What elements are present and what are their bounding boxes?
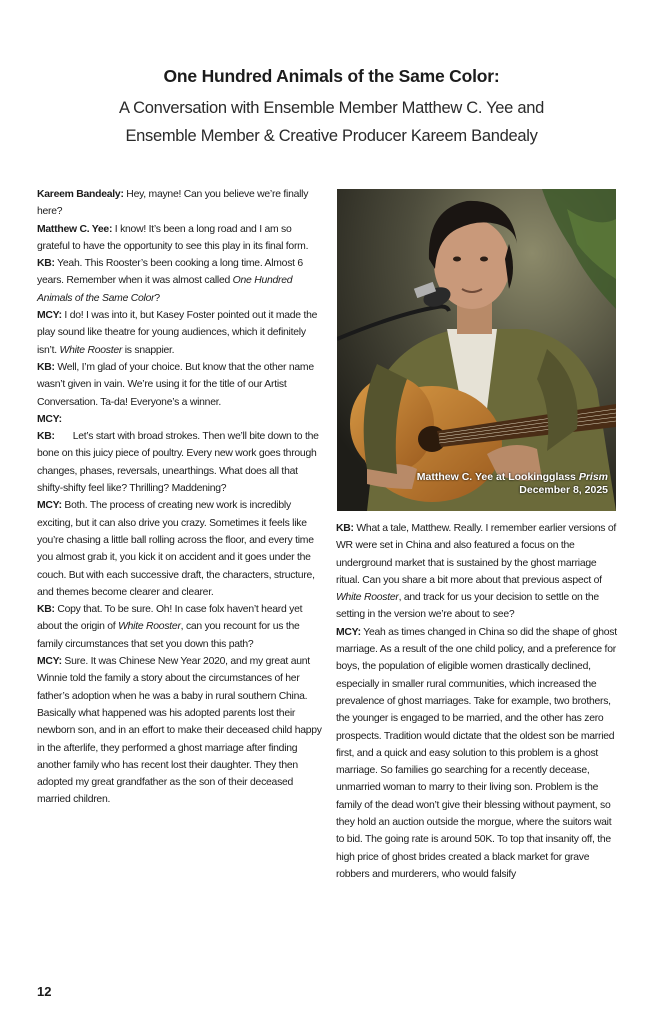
caption-line-1: Matthew C. Yee at Lookingglass Prism: [416, 471, 608, 483]
paragraph: [336, 520, 621, 624]
article-title: One Hundred Animals of the Same Color:: [163, 66, 500, 86]
speaker-label: MCY:: [336, 626, 361, 638]
speaker-label: MCY:: [37, 656, 62, 668]
dialogue-text: is snappier.: [122, 344, 175, 356]
speaker-label: KB:: [336, 523, 354, 534]
paragraph: [37, 653, 325, 809]
dialogue-text: I do! I was into it, but Kasey Foster pointed out it made the play sound like theatre for young audiences, which it definitely isn’t.: [37, 310, 318, 356]
paragraph: [37, 411, 325, 428]
dialogue-text: , and track for us your decision to settle on the setting in the version we’re about to see?: [336, 592, 599, 621]
speaker-label: MCY:: [37, 500, 62, 512]
italic-title-text: One Hundred Animals of the Same Color: [37, 275, 293, 304]
speaker-label: MCY:: [37, 310, 62, 322]
italic-title-text: White Rooster: [336, 592, 399, 604]
dialogue-text: Let’s start with broad strokes. Then we’ll bite down to the bone on this juicy piece of poultry. Every new work goes through changes, phases, reversals, unearthings. What does all that shifty-shifty feel like? Thrilling? Maddening?: [37, 431, 319, 495]
left-column-text: [37, 186, 325, 809]
speaker-label: MCY:: [37, 413, 62, 425]
speaker-label: KB:: [37, 604, 55, 616]
dialogue-text: Copy that. To be sure. Oh! In case folx haven’t heard yet about the origin of: [37, 604, 303, 633]
dialogue-text: Both. The process of creating new work is incredibly exciting, but it can also drive you crazy. Sometimes it feels like you’re chasing a little ball rolling across the floor, and every time you almost grab it, you kick it on accident and it goes under the couch. But with each successive draft, the characters, structure, and themes become clearer and clearer.: [37, 500, 315, 598]
paragraph: [37, 601, 325, 653]
paragraph: [336, 624, 621, 883]
speaker-label: KB:: [37, 258, 55, 270]
speaker-label: KB:: [37, 431, 55, 443]
subtitle-line-2: Ensemble Member & Creative Producer Kareem Bandealy: [125, 127, 538, 145]
paragraph: [37, 497, 325, 601]
performer-photo: [337, 189, 616, 511]
photo-caption: [417, 471, 608, 497]
paragraph: [37, 307, 325, 359]
dialogue-text: , can you recount for us the family circumstances that set you down this path?: [37, 621, 300, 650]
dialogue-text: ?: [154, 292, 160, 304]
paragraph: [37, 186, 325, 221]
dialogue-text: What a tale, Matthew. Really. I remember earlier versions of WR were set in China and also featured a focus on the underground market that is sustained by the ghost marriage ritual. Can you share a bit more about that previous aspect of: [336, 523, 617, 586]
subtitle-line-1: A Conversation with Ensemble Member Matthew C. Yee and: [119, 99, 544, 117]
speaker-label: Kareem Bandealy:: [37, 189, 124, 200]
dialogue-text: Well, I’m glad of your choice. But know that the other name wasn’t given in vain. We’re using it for the title of our Artist Conversation. Ta-da! Everyone’s a winner.: [37, 361, 314, 408]
article-subtitle: [0, 94, 663, 150]
dialogue-text: Hey, mayne! Can you believe we’re finally here?: [37, 189, 309, 218]
caption-line-2: December 8, 2025: [519, 484, 608, 496]
guitarist-illustration: [337, 189, 616, 511]
paragraph: [37, 221, 325, 256]
article-header: [0, 64, 663, 150]
speaker-label: Matthew C. Yee:: [37, 223, 113, 235]
dialogue-text: I know! It’s been a long road and I am so grateful to have the opportunity to see this play in its final form.: [37, 223, 309, 252]
italic-title-text: White Rooster: [118, 621, 181, 633]
right-column-text: [336, 520, 621, 883]
italic-title-text: White Rooster: [59, 344, 123, 356]
paragraph: [37, 359, 325, 411]
page-number: 12: [37, 984, 52, 999]
dialogue-text: Yeah. This Rooster’s been cooking a long time. Almost 6 years. Remember when it was almost called: [37, 258, 303, 287]
speaker-label: KB:: [37, 361, 55, 373]
paragraph: [37, 255, 325, 307]
dialogue-text: Yeah as times changed in China so did the shape of ghost marriage. As a result of the one child policy, and a preference for boys, the population of eligible women drastically declined, especially in smaller rural communities, which increased the prevalence of ghost marriages. Take for example, two brothers, the younger is engaged to be married, and the other has zero prospects. Tradition would dictate that the oldest son be married first, and a quick and easy solution to this problem is a ghost marriage. So families go searching for a recently decease, unmarried woman to marry to their living son. Problem is the family of the dead won’t give their blessing without payment, so they hold an auction outside the morgue, where the suitors wait to bid. The going rate is around 50K. To top that insanity off, the high price of ghost brides created a black market for grave robbers and murderers, who would falsify: [336, 626, 617, 880]
paragraph: [37, 428, 325, 497]
dialogue-text: Sure. It was Chinese New Year 2020, and my great aunt Winnie told the family a story about the circumstances of her father’s adoption when he was a baby in rural southern China. Basically what happened was his adopted parents lost their newborn son, and in an effort to make their deceased child happy in the afterlife, they performed a ghost marriage after finding another family who has recent lost their daughter. They then adopted my great grandfather as the son of their deceased married children.: [37, 656, 322, 806]
